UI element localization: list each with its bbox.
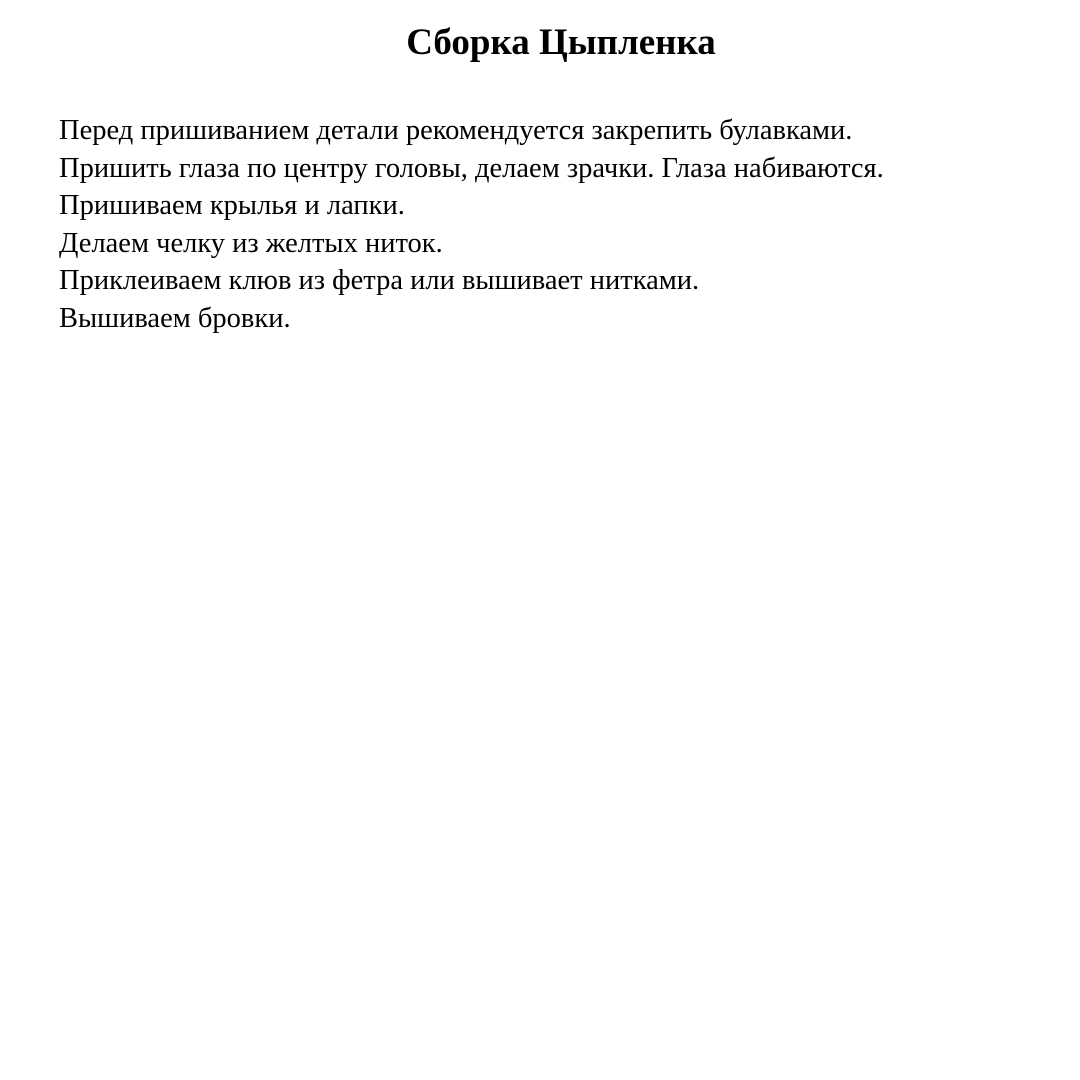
instruction-list (59, 112, 1069, 338)
instruction-line: Вышиваем бровки. (59, 302, 291, 334)
instruction-line: Перед пришиванием детали рекомендуется закрепить булавками. (59, 115, 853, 146)
instruction-line: Пришиваем крылья и лапки. (59, 190, 405, 222)
instruction-line: Пришить глаза по центру головы, делаем зрачки. Глаза набиваются. (59, 152, 884, 184)
instruction-line: Приклеиваем клюв из фетра или вышивает нитками. (59, 265, 700, 297)
page-title: Сборка Цыпленка (406, 22, 716, 63)
instruction-line: Делаем челку из желтых ниток. (59, 227, 443, 259)
